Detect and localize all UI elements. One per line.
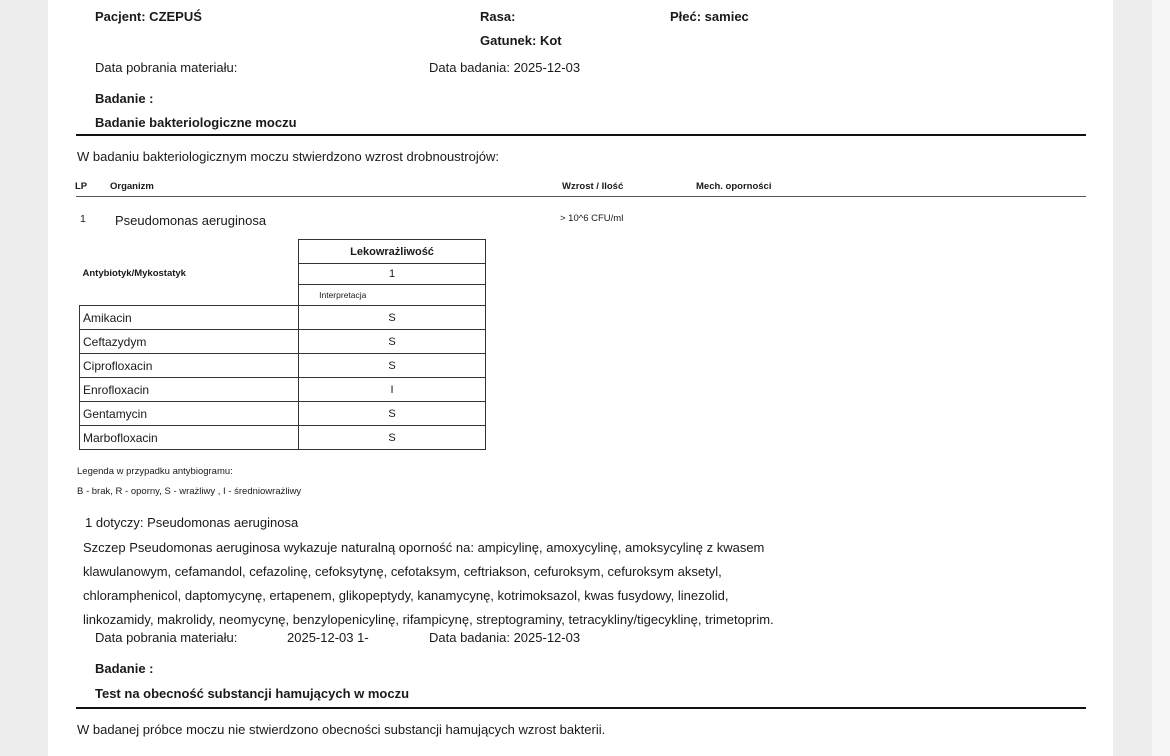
breed-label: Rasa:: [480, 9, 516, 24]
drug-result: S: [299, 330, 486, 354]
result-text: W badanej próbce moczu nie stwierdzono obecności substancji hamujących wzrost bakterii.: [77, 722, 606, 737]
drug-result: S: [299, 306, 486, 330]
intro-text: W badaniu bakteriologicznym moczu stwierdzono wzrost drobnoustrojów:: [77, 149, 499, 164]
organism-name: Pseudomonas aeruginosa: [115, 213, 267, 228]
exam-date: Data badania: 2025-12-03: [429, 60, 581, 75]
sex-label: Płeć: samiec: [670, 9, 749, 24]
column-organism: Organizm: [110, 181, 154, 192]
collection-date-label: Data pobrania materiału:: [95, 60, 238, 75]
column-lp: LP: [75, 181, 88, 192]
antibiogram-table: [79, 239, 486, 450]
column-resistance: Mech. oporności: [696, 181, 772, 192]
table-row: [80, 426, 486, 450]
legend-text: B - brak, R - oporny, S - wrażliwy , I - średniowrażliwy: [77, 486, 302, 497]
collection-date-value-2: 2025-12-03 1-: [287, 630, 369, 645]
isolate-number: 1: [299, 264, 486, 285]
legend-title: Legenda w przypadku antybiogramu:: [77, 466, 233, 477]
note-line: linkozamidy, makrolidy, neomycynę, benzylopenicylinę, rifampicynę, streptograminy, tetracykliny/tigecyklinę, trimetoprim.: [83, 612, 774, 627]
organism-growth: > 10^6 CFU/ml: [560, 213, 624, 224]
interpretation-label: Interpretacja: [299, 285, 486, 306]
drug-result: I: [299, 378, 486, 402]
note-title: 1 dotyczy: Pseudomonas aeruginosa: [85, 515, 299, 530]
drug-result: S: [299, 402, 486, 426]
window-edge: [1152, 0, 1170, 756]
drug-name: Ciprofloxacin: [80, 354, 299, 378]
drug-name: Ceftazydym: [80, 330, 299, 354]
column-growth: Wzrost / Ilość: [562, 181, 624, 192]
table-row: [80, 306, 486, 330]
drug-name: Gentamycin: [80, 402, 299, 426]
susceptibility-header: Lekowrażliwość: [299, 240, 486, 264]
drug-result: S: [299, 426, 486, 450]
columns-divider: [76, 196, 1086, 197]
section-divider: [76, 134, 1086, 136]
table-row: [80, 378, 486, 402]
table-row: [80, 330, 486, 354]
collection-date-label-2: Data pobrania materiału:: [95, 630, 238, 645]
document-page: [48, 0, 1113, 756]
drug-name: Amikacin: [80, 306, 299, 330]
note-line: Szczep Pseudomonas aeruginosa wykazuje naturalną oporność na: ampicylinę, amoxycylinę, amoksycylinę z kwasem: [83, 540, 765, 555]
section-title-2: Test na obecność substancji hamujących w moczu: [95, 686, 410, 701]
patient-name: Pacjent: CZEPUŚ: [95, 9, 202, 24]
antibiogram-header-left: [80, 240, 299, 306]
drug-name: Enrofloxacin: [80, 378, 299, 402]
organism-lp: 1: [80, 213, 86, 225]
note-line: klawulanowym, cefamandol, cefazolinę, cefoksytynę, cefotaksym, ceftriakson, cefuroksym, cefuroksym aksetyl,: [83, 564, 722, 579]
table-row: [80, 402, 486, 426]
drug-name: Marbofloxacin: [80, 426, 299, 450]
antibiogram-header-left-text: Antybiotyk/Mykostatyk: [82, 268, 186, 280]
section-divider-2: [76, 707, 1086, 709]
exam-date-2: Data badania: 2025-12-03: [429, 630, 581, 645]
note-line: chloramphenicol, daptomycynę, ertapenem, glikopeptydy, kanamycynę, kotrimoksazol, kwas fusydowy, linezolid,: [83, 588, 729, 603]
section-title: Badanie bakteriologiczne moczu: [95, 115, 297, 130]
section-label: Badanie :: [95, 91, 154, 106]
species-label: Gatunek: Kot: [480, 33, 562, 48]
drug-result: S: [299, 354, 486, 378]
section-label-2: Badanie :: [95, 661, 154, 676]
table-row: [80, 354, 486, 378]
